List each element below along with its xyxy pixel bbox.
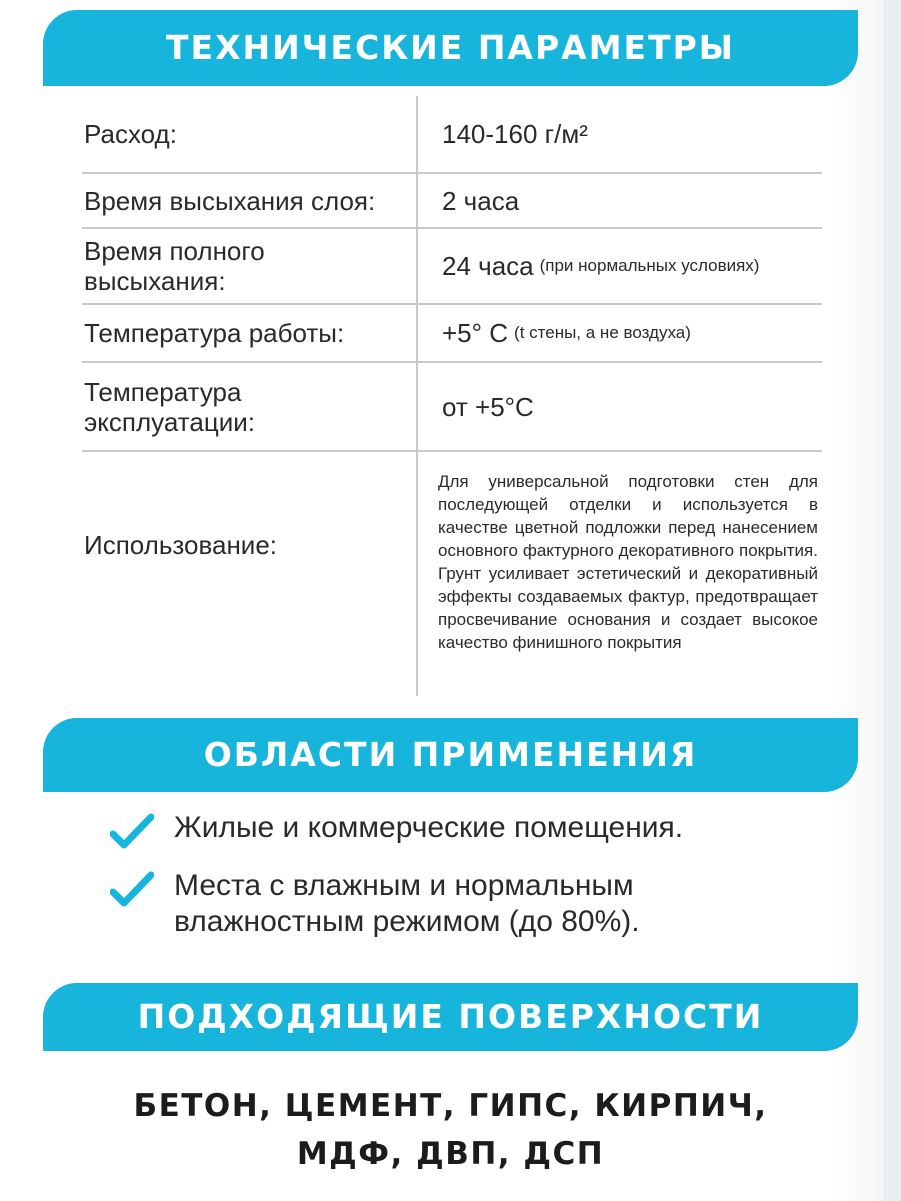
section-title-surfaces: ПОДХОДЯЩИЕ ПОВЕРХНОСТИ: [137, 997, 764, 1036]
table-row: [82, 363, 822, 452]
surfaces-line: БЕТОН, ЦЕМЕНТ, ГИПС, КИРПИЧ,: [133, 1088, 768, 1124]
param-value: [442, 305, 822, 361]
section-banner-tech: [43, 10, 858, 86]
section-title-areas: ОБЛАСТИ ПРИМЕНЕНИЯ: [203, 735, 698, 774]
param-value-text: 24 часа: [442, 251, 534, 281]
surfaces-list: [43, 1082, 858, 1178]
param-value-text: от +5°С: [442, 391, 534, 422]
table-row: [82, 305, 822, 363]
section-title-tech: ТЕХНИЧЕСКИЕ ПАРАМЕТРЫ: [166, 28, 735, 67]
check-icon: [110, 870, 154, 910]
param-label: Температура работы:: [84, 318, 345, 348]
param-value-text: 2 часа: [442, 185, 520, 216]
param-value: [442, 363, 822, 450]
list-item: [110, 810, 830, 852]
surfaces-line: МДФ, ДВП, ДСП: [296, 1136, 605, 1172]
param-value: [442, 96, 822, 172]
param-label: Температура эксплуатации:: [84, 376, 256, 437]
param-note: (при нормальных условиях): [539, 256, 760, 275]
param-label: Время полного высыхания:: [84, 236, 265, 296]
table-row: [82, 174, 822, 229]
param-note: (t стены, а не воздуха): [514, 323, 691, 342]
application-text: Места с влажным и нормальным влажностным режимом (до 80%).: [174, 869, 640, 938]
param-value-text: 140-160 г/м²: [442, 119, 588, 149]
param-value: [442, 229, 822, 303]
param-label: Время высыхания слоя:: [84, 185, 376, 216]
application-text: Жилые и коммерческие помещения.: [174, 811, 684, 844]
section-banner-areas: [43, 718, 858, 792]
table-row: [82, 229, 822, 305]
param-description: Для универсальной подготовки стен для последующей отделки и используется в качестве цветной подложки перед нанесением основного фактурного декоративного покрытия. Грунт усиливает эстетический и декоративный эффекты создаваемых фактур, предотвращает просвечивание основания и создает высокое качество финишного покрытия: [438, 472, 818, 652]
table-row: [82, 452, 822, 696]
param-label: Расход:: [84, 119, 177, 149]
param-label: Использование:: [84, 530, 278, 560]
param-value: [442, 174, 822, 227]
check-icon: [110, 812, 154, 852]
section-banner-surfaces: [43, 983, 858, 1051]
param-value: [438, 470, 818, 696]
param-value-text: +5° C: [442, 318, 509, 348]
params-table: [82, 96, 822, 696]
side-strip: [883, 0, 901, 1201]
list-item: [110, 868, 830, 940]
table-row: [82, 96, 822, 174]
